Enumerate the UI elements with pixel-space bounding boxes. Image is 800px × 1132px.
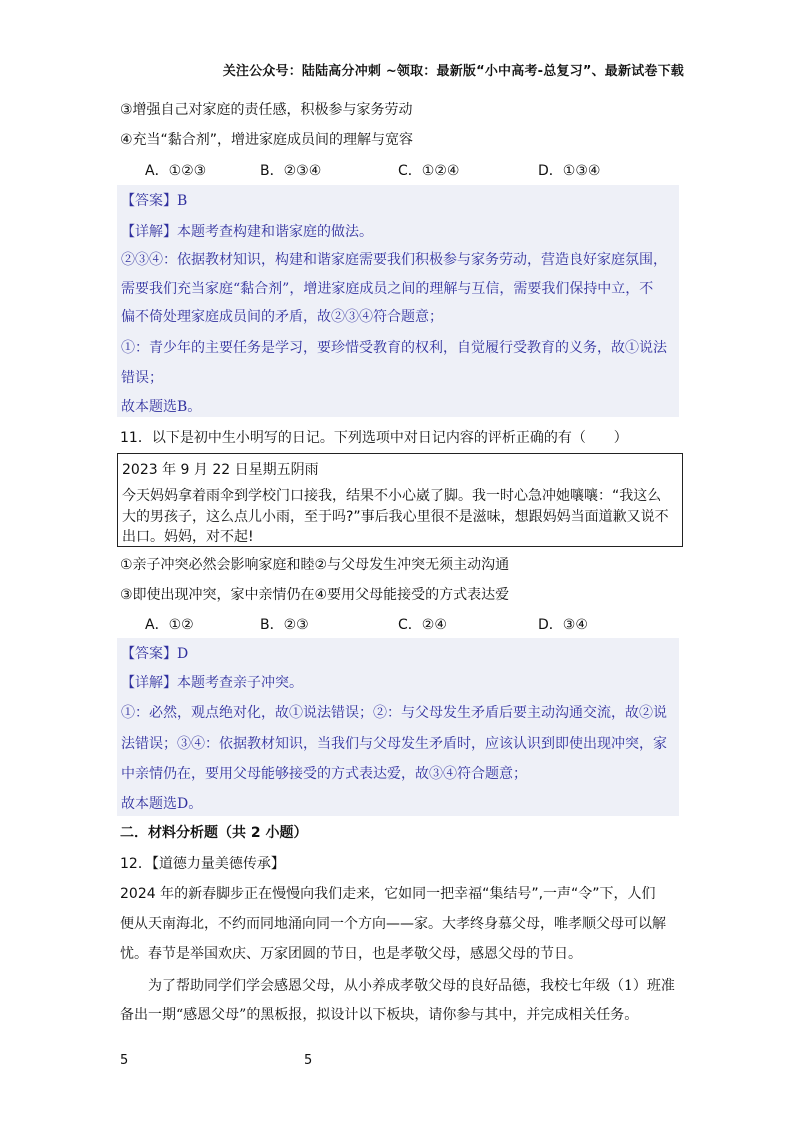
diary-box xyxy=(117,453,683,547)
q11-answer-box xyxy=(117,638,679,816)
q11-choice-d: D．③④ xyxy=(538,617,588,633)
q10-option-3: ③增强自己对家庭的责任感，积极参与家务劳动 xyxy=(120,102,413,118)
q10-explain-line: 需要我们充当家庭“黏合剂”，增进家庭成员之间的理解与互信，需要我们保持中立，不 xyxy=(121,281,654,297)
q10-answer: 【答案】B xyxy=(121,193,188,209)
q10-choice-b: B．②③④ xyxy=(260,163,322,179)
q10-explain-line: 偏不倚处理家庭成员间的矛盾，故②③④符合题意； xyxy=(121,309,443,325)
q11-explain-line: ①：必然，观点绝对化，故①说法错误；②：与父母发生矛盾后要主动沟通交流，故②说 xyxy=(121,705,667,721)
q11-explain-title: 【详解】本题考查亲子冲突。 xyxy=(121,675,303,691)
q10-conclusion: 故本题选B。 xyxy=(121,399,202,415)
q10-option-4: ④充当“黏合剂”，增进家庭成员间的理解与宽容 xyxy=(120,132,414,148)
q11-choice-b: B．②③ xyxy=(260,617,309,633)
q10-choice-c: C．①②④ xyxy=(398,163,460,179)
q11-conclusion: 故本题选D。 xyxy=(121,796,203,812)
q11-answer: 【答案】D xyxy=(121,646,189,662)
q11-choice-c: C．②④ xyxy=(398,617,447,633)
q12-para1-line: 便从天南海北，不约而同地涌向同一个方向——家。大孝终身慕父母，唯孝顺父母可以解 xyxy=(120,916,666,932)
section-title: 二．材料分析题（共 2 小题） xyxy=(120,825,308,841)
q10-explain-title: 【详解】本题考查构建和谐家庭的做法。 xyxy=(121,224,373,240)
diary-line: 今天妈妈拿着雨伞到学校门口接我，结果不小心崴了脚。我一时心急冲她嚷嚷：“我这么 xyxy=(122,488,662,504)
q10-choice-d: D．①③④ xyxy=(538,163,601,179)
q11-explain-line: 中亲情仍在，要用父母能够接受的方式表达爱，故③④符合题意； xyxy=(121,766,527,782)
q11-choice-a: A．①② xyxy=(145,617,194,633)
diary-line: 大的男孩子，这么点儿小雨，至于吗?”事后我心里很不是滋味，想跟妈妈当面道歉又说不 xyxy=(122,509,669,525)
q11-explain-line: 法错误；③④：依据教材知识，当我们与父母发生矛盾时，应该认识到即使出现冲突，家 xyxy=(121,736,667,752)
q12-para2-line: 备出一期“感恩父母”的黑板报，拟设计以下板块，请你参与其中，并完成相关任务。 xyxy=(120,1007,639,1023)
q10-answer-box xyxy=(117,185,679,417)
q10-explain-line: ②③④：依据教材知识，构建和谐家庭需要我们积极参与家务劳动，营造良好家庭氛围， xyxy=(121,252,667,268)
page-header: 关注公众号：陆陆高分冲刺 ~领取：最新版“小中高考-总复习”、最新试卷下载 xyxy=(222,64,684,79)
q12-stem: 12．【道德力量美德传承】 xyxy=(120,856,285,872)
q10-explain-line: 错误； xyxy=(121,370,163,386)
q12-para1-line: 2024 年的新春脚步正在慢慢向我们走来，它如同一把幸福“集结号”,一声“令”下，人们 xyxy=(120,886,656,902)
q12-para2-line: 为了帮助同学们学会感恩父母，从小养成孝敬父母的良好品德，我校七年级（1）班准 xyxy=(148,978,675,994)
page-number-right: 5 xyxy=(304,1053,313,1068)
page-number-left: 5 xyxy=(120,1053,129,1068)
q10-choice-a: A．①②③ xyxy=(145,163,207,179)
q12-para1-line: 忧。春节是举国欢庆、万家团圆的节日，也是孝敬父母，感恩父母的节日。 xyxy=(120,946,582,962)
diary-date: 2023 年 9 月 22 日星期五阴雨 xyxy=(122,462,319,478)
q11-stem: 11．以下是初中生小明写的日记。下列选项中对日记内容的评析正确的有（ ） xyxy=(120,430,628,446)
q11-statements-1: ①亲子冲突必然会影响家庭和睦②与父母发生冲突无须主动沟通 xyxy=(120,557,510,573)
q10-explain-line: ①：青少年的主要任务是学习，要珍惜受教育的权利，自觉履行受教育的义务，故①说法 xyxy=(121,340,667,356)
q11-statements-2: ③即使出现冲突，家中亲情仍在④要用父母能接受的方式表达爱 xyxy=(120,587,510,603)
diary-line: 出口。妈妈，对不起! xyxy=(122,529,254,545)
